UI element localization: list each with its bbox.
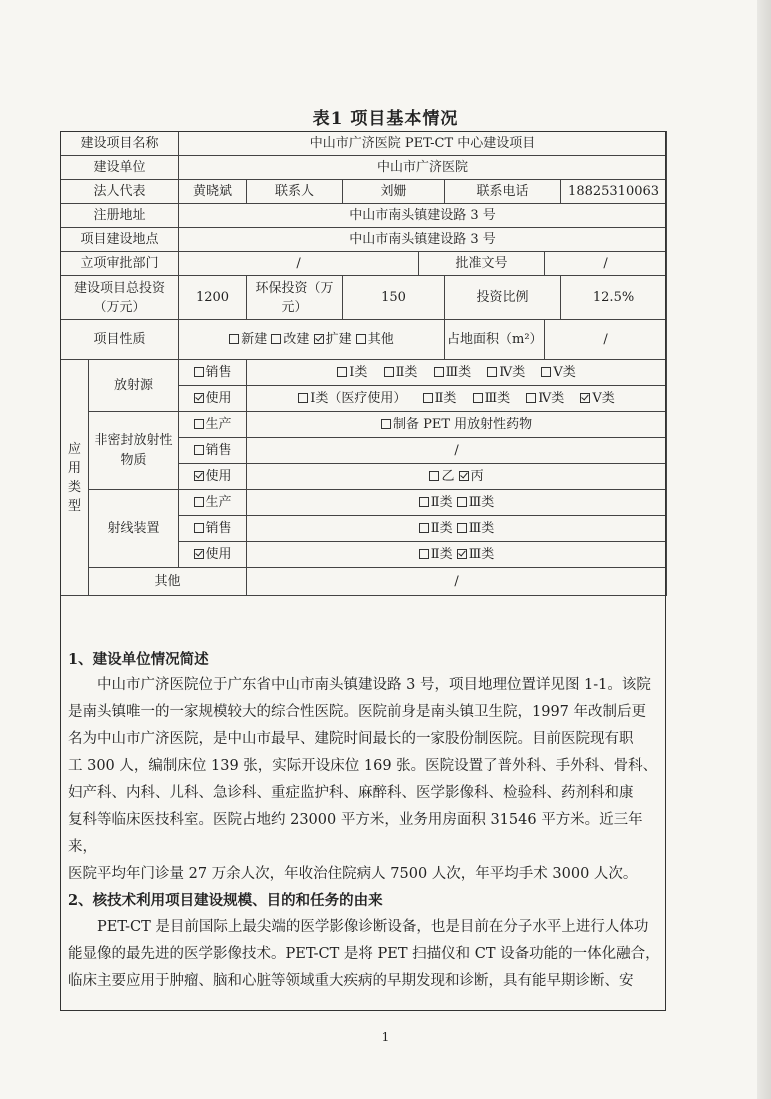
paragraph-line: 医院平均年门诊量 27 万余人次，年收治住院病人 7500 人次，年平均手术 3000 人次。 [68,866,638,882]
project-name-value: 中山市广济医院 PET-CT 中心建设项目 [179,132,667,156]
nature-opt-rebuild[interactable]: 改建 [271,332,309,347]
option[interactable]: Ⅲ类 [457,521,495,536]
approval-dept-value: / [179,252,419,276]
unsealed-prod-option[interactable]: 制备 PET 用放射性药物 [247,412,667,438]
device-use-check[interactable]: 使用 [179,542,247,568]
unsealed-label: 非密封放射性物质 [89,412,179,490]
app-type-label: 应用类型 [61,360,89,596]
device-prod-check[interactable]: 生产 [179,490,247,516]
contact-value: 刘姗 [343,180,445,204]
phone-value: 18825310063 [561,180,667,204]
source-use-check[interactable]: 使用 [179,386,247,412]
nature-opt-new[interactable]: 新建 [229,332,267,347]
approval-dept-label: 立项审批部门 [61,252,179,276]
phone-label: 联系电话 [445,180,561,204]
approval-no-value: / [545,252,667,276]
builder-value: 中山市广济医院 [179,156,667,180]
option[interactable]: Ⅱ类 [384,365,418,380]
nature-opt-other[interactable]: 其他 [356,332,394,347]
option[interactable]: Ⅱ类 [419,521,453,536]
option[interactable]: Ⅰ类 [337,365,367,380]
option[interactable]: Ⅲ类 [457,547,495,562]
unsealed-sale-value: / [247,438,667,464]
page-edge [757,0,771,1099]
legal-rep-value: 黄晓斌 [179,180,247,204]
ratio-label: 投资比例 [445,276,561,320]
paragraph-line: 中山市广济医院位于广东省中山市南头镇建设路 3 号，项目地理位置详见图 1-1。该院 [97,677,651,693]
paragraph-line: PET-CT 是目前国际上最尖端的医学影像诊断设备，也是目前在分子水平上进行人体功 [97,919,649,935]
section-2 [68,888,666,995]
site-value: 中山市南头镇建设路 3 号 [179,228,667,252]
total-invest-label: 建设项目总投资（万元） [61,276,179,320]
device-label: 射线装置 [89,490,179,568]
legal-rep-label: 法人代表 [61,180,179,204]
unsealed-sale-check[interactable]: 销售 [179,438,247,464]
reg-address-label: 注册地址 [61,204,179,228]
section-1 [68,648,666,888]
paragraph-line: 名为中山市广济医院，是中山市最早、建院时间最长的一家股份制医院。目前医院现有职 [68,731,634,747]
device-sale-check[interactable]: 销售 [179,516,247,542]
option[interactable]: 乙 [429,469,454,484]
section-2-heading: 2、核技术利用项目建设规模、目的和任务的由来 [68,892,383,909]
option[interactable]: Ⅴ类 [580,391,614,406]
other-value: / [247,568,667,596]
option[interactable]: Ⅲ类 [457,495,495,510]
paragraph-line: 临床主要应用于肿瘤、脑和心脏等领域重大疾病的早期发现和诊断，具有能早期诊断、安 [68,973,634,989]
rad-source-label: 放射源 [89,360,179,412]
area-value: / [545,320,667,360]
project-name-label: 建设项目名称 [61,132,179,156]
table-title: 表1 项目基本情况 [312,109,459,129]
option[interactable]: 丙 [459,469,484,484]
paragraph-line: 复科等临床医技科室。医院占地约 23000 平方米，业务用房面积 31546 平方米。近三年来， [68,812,643,855]
option[interactable]: Ⅱ类 [419,495,453,510]
site-label: 项目建设地点 [61,228,179,252]
section-1-body [68,672,666,888]
area-label: 占地面积（m²） [445,320,545,360]
section-1-heading: 1、建设单位情况简述 [68,651,209,668]
paragraph-line: 是南头镇唯一的一家规模较大的综合性医院。医院前身是南头镇卫生院，1997 年改制后更 [68,704,647,720]
option[interactable]: Ⅳ类 [487,365,525,380]
section-2-body [68,914,666,995]
env-invest-value: 150 [343,276,445,320]
contact-label: 联系人 [247,180,343,204]
env-invest-label: 环保投资（万元） [247,276,343,320]
option[interactable]: Ⅱ类 [423,391,457,406]
option[interactable]: Ⅲ类 [434,365,472,380]
nature-label: 项目性质 [61,320,179,360]
other-label: 其他 [89,568,247,596]
builder-label: 建设单位 [61,156,179,180]
option[interactable]: Ⅴ类 [541,365,575,380]
option[interactable]: Ⅰ类（医疗使用） [298,391,406,406]
option[interactable]: Ⅳ类 [526,391,564,406]
option[interactable]: Ⅲ类 [473,391,511,406]
ratio-value: 12.5% [561,276,667,320]
page-number: 1 [381,1030,390,1044]
approval-no-label: 批准文号 [419,252,545,276]
paragraph-line: 妇产科、内科、儿科、急诊科、重症监护科、麻醉科、医学影像科、检验科、药剂科和康 [68,785,634,801]
option[interactable]: Ⅱ类 [419,547,453,562]
unsealed-use-check[interactable]: 使用 [179,464,247,490]
reg-address-value: 中山市南头镇建设路 3 号 [179,204,667,228]
total-invest-value: 1200 [179,276,247,320]
unsealed-prod-check[interactable]: 生产 [179,412,247,438]
nature-opt-expand[interactable]: 扩建 [314,332,352,347]
paragraph-line: 工 300 人，编制床位 139 张，实际开设床位 169 张。医院设置了普外科、手外科、骨科、 [68,758,658,774]
paragraph-line: 能显像的最先进的医学影像技术。PET-CT 是将 PET 扫描仪和 CT 设备功能的一体化融合， [68,946,660,962]
source-sale-check[interactable]: 销售 [179,360,247,386]
